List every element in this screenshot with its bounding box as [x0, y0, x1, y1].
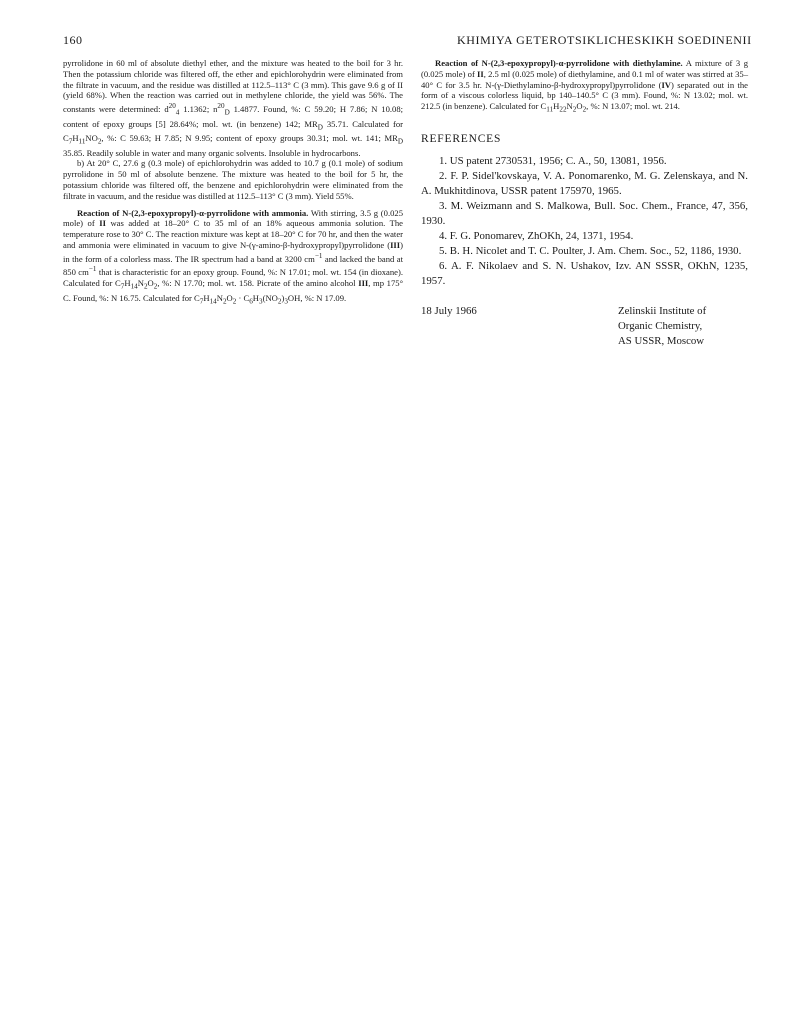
subscript: 2: [572, 105, 577, 114]
text-run: ) in the form of a colorless mass. The IR spectrum had a band at 3200 cm: [63, 239, 403, 264]
subscript: D: [317, 123, 323, 132]
text-run: With stirring, 3.5 g (0.025 mole) of: [63, 207, 404, 229]
paragraph-ammonia-reaction: [63, 208, 403, 308]
subscript: 4: [175, 108, 180, 117]
text-run: H: [72, 133, 79, 144]
running-head: KHIMIYA GETEROTSIKLICHESKIKH SOEDINENII: [457, 33, 752, 47]
text-run: , %: N 13.07; mol. wt. 214.: [586, 101, 680, 112]
subscript: 2: [222, 297, 227, 306]
text-run: O: [147, 278, 154, 289]
superscript: −1: [88, 265, 97, 274]
subscript: 2: [277, 297, 282, 306]
text-run: O: [226, 292, 233, 303]
text-run: , %: N 17.70; mol. wt. 158. Picrate of the amino alcohol: [157, 278, 359, 289]
text-run: 35.85. Readily soluble in water and many organic solvents. Insoluble in hydrocarbons.: [63, 147, 361, 158]
affiliation-line: Zelinskii Institute of: [618, 304, 707, 317]
subscript: 2: [582, 105, 587, 114]
paragraph-synthesis-a: [63, 58, 403, 158]
compound-ref: III: [390, 239, 401, 250]
text-run: 1.1362; n: [179, 104, 218, 115]
subscript: 2: [153, 282, 158, 291]
affiliation-line: Organic Chemistry,: [618, 319, 703, 332]
text-run: A mixture of 3 g (0.025 mole) of: [421, 58, 748, 79]
subscript: 3: [259, 297, 263, 306]
text-run: and lacked the band at 850 cm: [63, 253, 403, 278]
text-run: N: [216, 292, 223, 303]
paragraph-diethylamine-reaction: [421, 58, 748, 116]
subscript: 2: [232, 297, 237, 306]
text-run: H: [124, 278, 131, 289]
subscript: 7: [120, 282, 125, 291]
affiliation-line: AS USSR, Moscow: [618, 334, 705, 347]
text-run: NO: [85, 133, 98, 144]
subscript: 22: [559, 105, 567, 114]
superscript: 20: [217, 102, 225, 111]
page-number: 160: [63, 33, 83, 47]
text-run: was added at 18–20° C to 35 ml of an 18% aqueous ammonia solution. The temperature rose to 30° C. The reaction mixture was kept at 18–20° C for 70 hr, and then the water and ammonia were eliminated in vacuum to give N-(γ-amino-β-hydroxypropyl)pyrrolidone (: [63, 218, 403, 250]
affiliation: [618, 304, 748, 349]
references-list: [421, 154, 748, 289]
text-run: , %: C 59.63; H 7.85; N 9.95; content of epoxy groups 30.31; mol. wt. 141; MR: [101, 133, 398, 144]
subscript: 7: [199, 297, 204, 306]
reference-item: 3. M. Weizmann and S. Malkowa, Bull. Soc. Chem., France, 47, 356, 1930.: [421, 199, 748, 227]
text-run: 35.71. Calculated for C: [63, 118, 403, 144]
superscript: −1: [314, 251, 323, 260]
references-heading: REFERENCES: [421, 132, 502, 145]
subscript: 3: [284, 297, 288, 306]
subscript: 7: [68, 137, 73, 146]
text-run: pyrrolidone in 60 ml of absolute diethyl ether, and the mixture was heated to the boil for 3 hr. Then the potassium chloride was filtered off, the ether and epichlorohydrin were eliminated from the filtrate in vacuum, and the residue was distilled at 112.5–113° C (3 mm). This gave 9.6 g of II (yield 68%). When the reaction was carried out in methylene chloride, the yield was 56%. The constants were determined: d: [63, 58, 403, 115]
compound-ref: III: [358, 278, 369, 289]
text-run: N: [137, 278, 144, 289]
text-run: that is characteristic for an epoxy group. Found, %: N 17.01; mol. wt. 154 (in dioxane). Calculated for C: [63, 267, 403, 289]
text-run: , 2.5 ml (0.025 mole) of diethylamine, and 0.1 ml of water was stirred at 35–40° C for 3.5 hr. N-(γ-Diethylamino-β-hydroxypropyl)pyrrolidone (: [421, 68, 748, 90]
text-run: OH, %: N 17.09.: [287, 292, 347, 303]
subscript: 14: [209, 297, 217, 306]
reference-item: 5. B. H. Nicolet and T. C. Poulter, J. Am. Chem. Soc., 52, 1186, 1930.: [439, 244, 742, 257]
subscript: 11: [78, 137, 86, 146]
compound-ref: II: [477, 68, 484, 79]
received-date: 18 July 1966: [421, 304, 477, 317]
left-column: [63, 58, 403, 307]
section-run-in-title: Reaction of N-(2,3-epoxypropyl)-α-pyrrolidone with ammonia.: [77, 207, 309, 218]
right-column: [421, 58, 748, 349]
subscript: 2: [97, 137, 102, 146]
text-run: , mp 175° C. Found, %: N 16.75. Calculated for C: [63, 278, 404, 303]
superscript: 20: [168, 102, 176, 111]
text-run: O: [576, 101, 583, 112]
compound-ref: IV: [661, 79, 672, 90]
subscript: 11: [546, 105, 554, 114]
text-run: ): [281, 292, 285, 303]
subscript: D: [397, 137, 403, 146]
text-run: H: [203, 292, 210, 303]
text-run: H: [252, 292, 260, 303]
article-footer: [421, 304, 748, 349]
paragraph-synthesis-b: b) At 20° C, 27.6 g (0.3 mole) of epichlorohydrin was added to 10.7 g (0.1 mole) of sodium pyrrolidone in 50 ml of absolute benzene. The mixture was heated to the boil for 5 hr, the potassium chloride was filtered off, the benzene and epichlorohydrin were eliminated from the filtrate in vacuum, and the residue was distilled at 112.5–113° C (3 mm). Yield 55%.: [63, 158, 403, 201]
text-run: (NO: [262, 292, 278, 303]
reference-item: 2. F. P. Sidel'kovskaya, V. A. Ponomarenko, M. G. Zelenskaya, and N. A. Mukhitdinova, USSR patent 175970, 1965.: [421, 169, 748, 197]
reference-item: 4. F. G. Ponomarev, ZhOKh, 24, 1371, 1954.: [439, 229, 634, 242]
text-run: H: [553, 101, 560, 112]
reference-item: 1. US patent 2730531, 1956; C. A., 50, 13081, 1956.: [439, 154, 667, 167]
subscript: 6: [249, 297, 253, 306]
text-run: · C: [236, 292, 250, 303]
reference-item: 6. A. F. Nikolaev and S. N. Ushakov, Izv. AN SSSR, OKhN, 1235, 1957.: [421, 259, 748, 287]
compound-ref: II: [99, 218, 106, 229]
text-run: N: [566, 101, 573, 112]
subscript: 14: [130, 282, 138, 291]
text-run: 1.4877. Found, %: C 59.20; H 7.86; N 10.08; content of epoxy groups [5] 28.64%; mol. wt. (in benzene) 142; MR: [63, 104, 404, 129]
subscript: 2: [143, 282, 148, 291]
section-run-in-title: Reaction of N-(2,3-epoxypropyl)-α-pyrrolidone with diethylamine.: [435, 58, 683, 68]
subscript: D: [224, 108, 230, 117]
text-run: ) separated out in the form of a viscous colorless liquid, bp 140–140.5° C (3 mm). Found, %: N 13.02; mol. wt. 212.5 (in benzene). Calculated for C: [421, 79, 748, 112]
